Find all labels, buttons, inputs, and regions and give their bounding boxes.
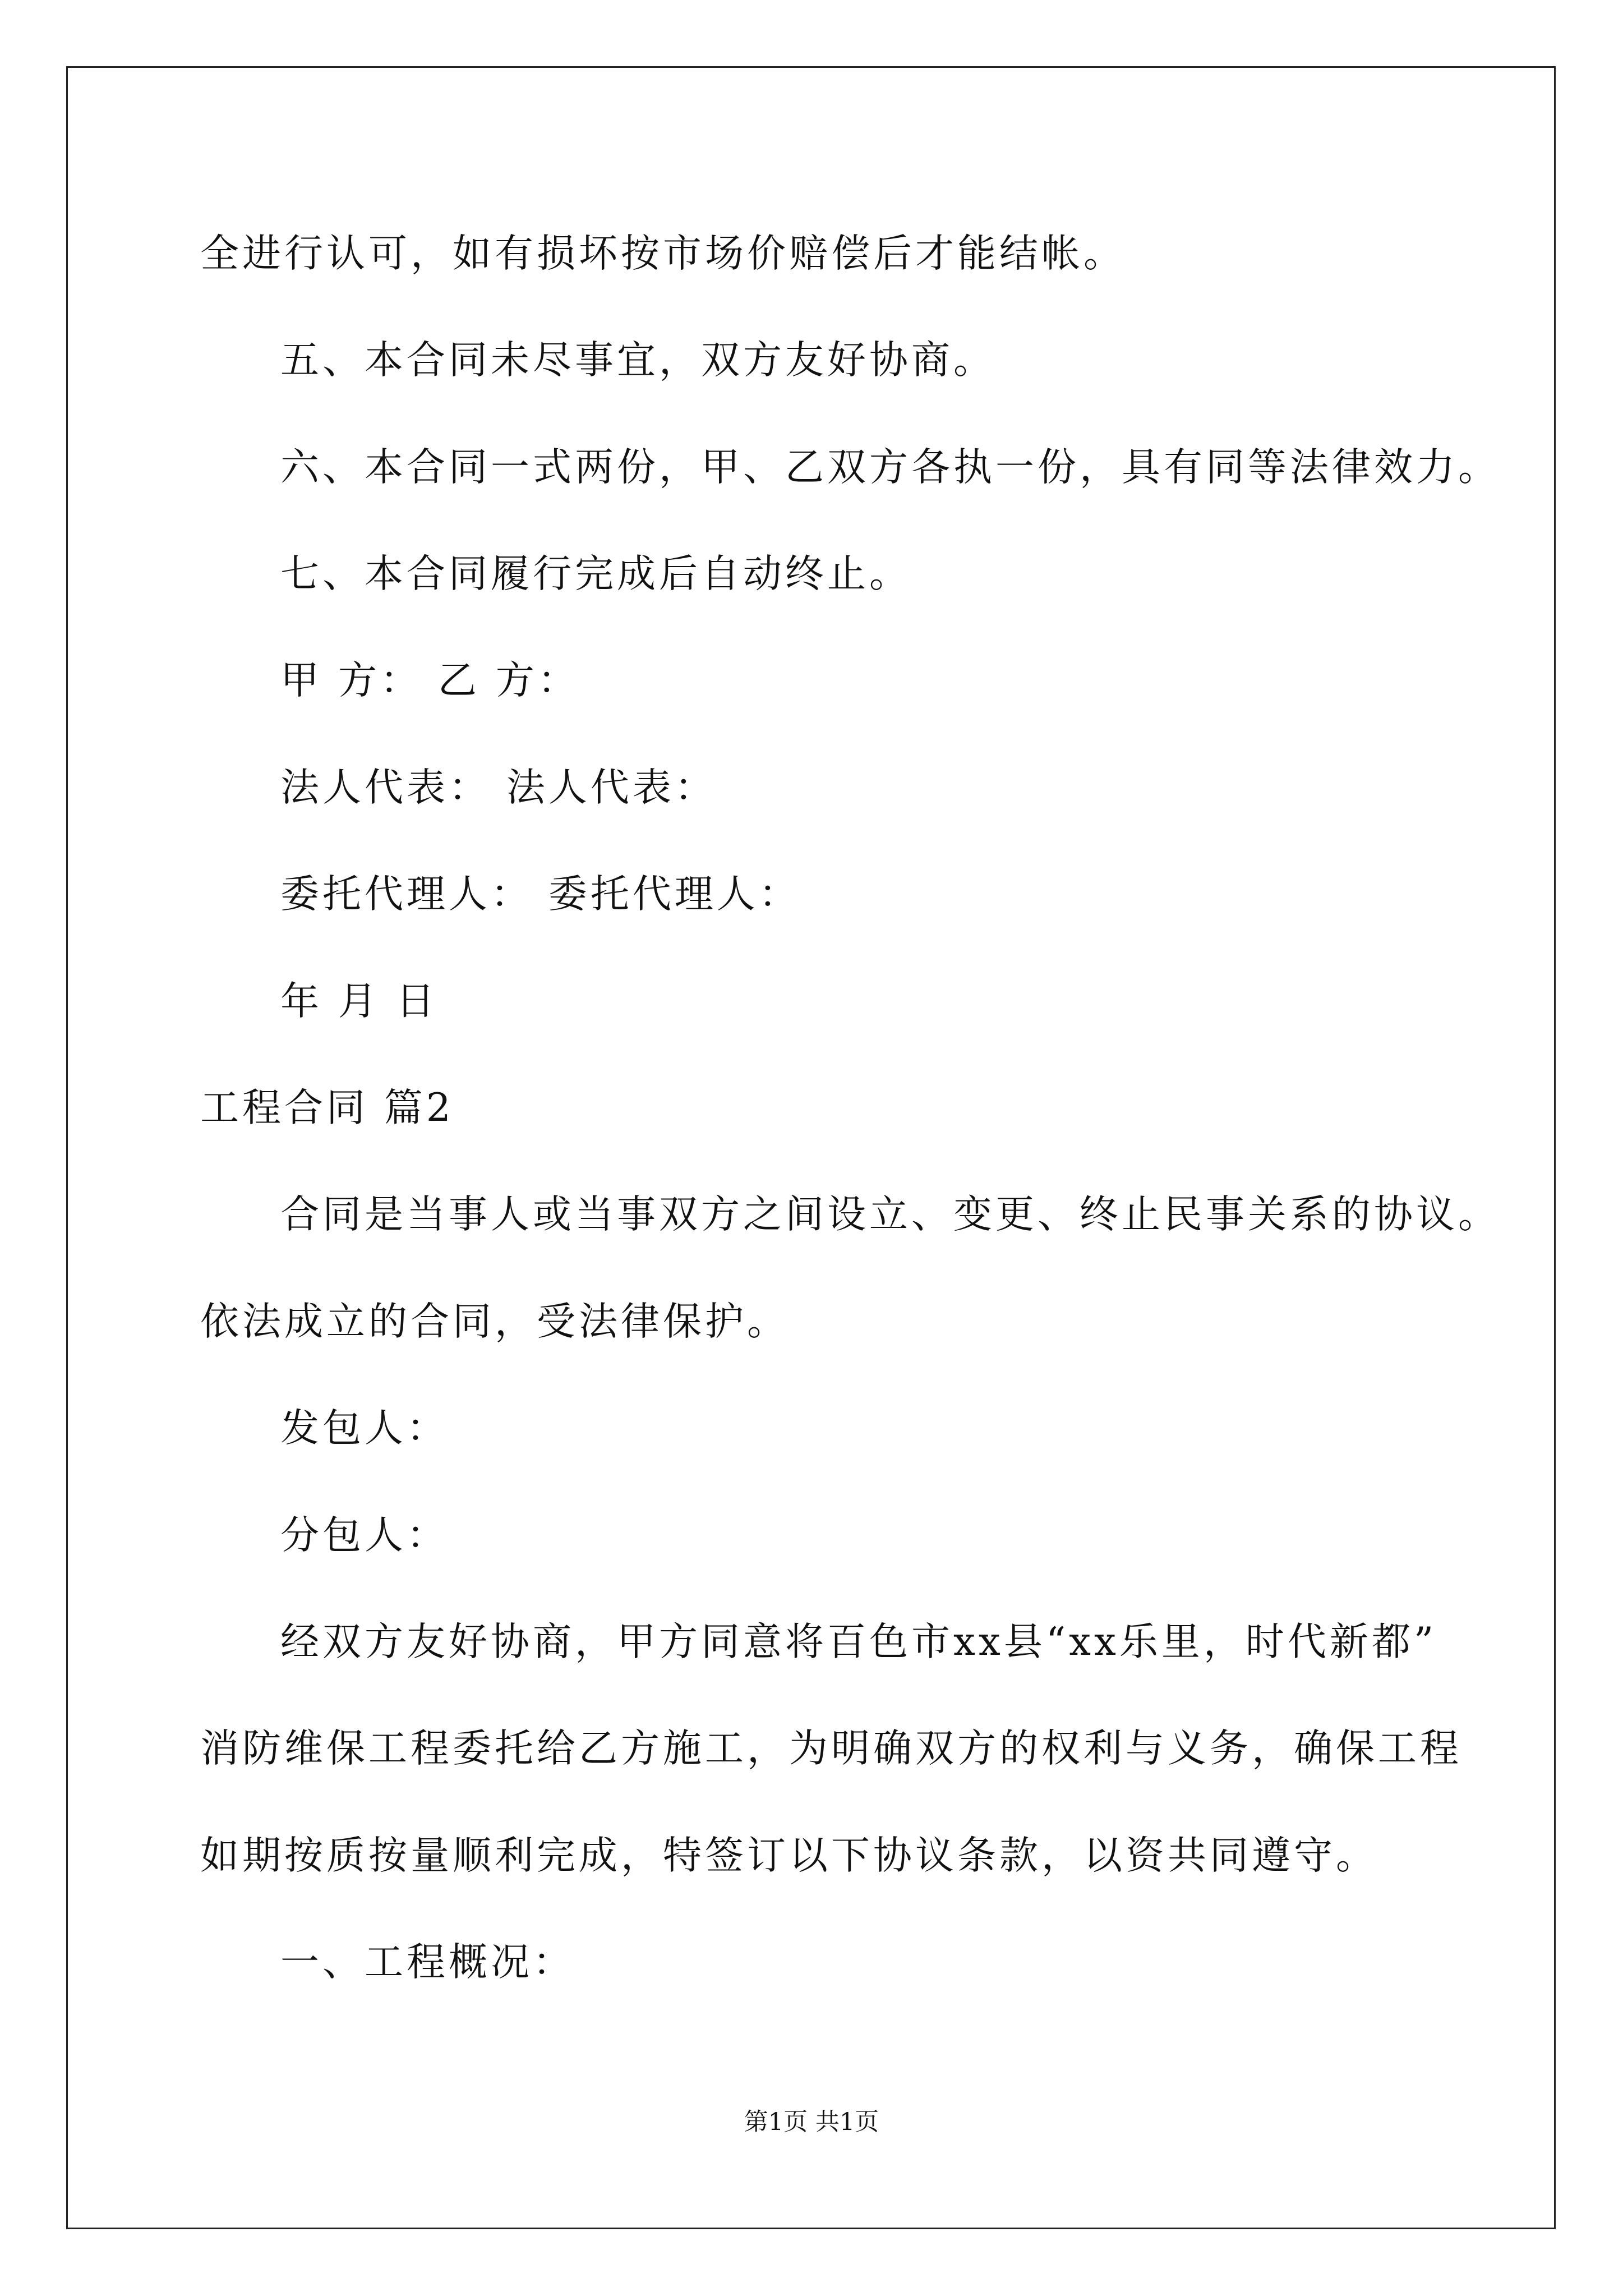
intro-paragraph-line: 合同是当事人或当事双方之间设立、变更、终止民事关系的协议。 bbox=[280, 1192, 1500, 1237]
clause-seven: 七、本合同履行完成后自动终止。 bbox=[280, 551, 911, 596]
party-label-line: 甲 方： 乙 方： bbox=[280, 658, 580, 703]
intro-paragraph-line: 依法成立的合同，受法律保护。 bbox=[200, 1299, 789, 1344]
paragraph-line: 全进行认可，如有损坏按市场价赔偿后才能结帐。 bbox=[200, 231, 1126, 276]
agreement-paragraph-line: 经双方友好协商，甲方同意将百色市xx县“xx乐里，时代新都” bbox=[280, 1619, 1437, 1664]
project-overview-heading: 一、工程概况： bbox=[280, 1940, 575, 1985]
clause-six: 六、本合同一式两份，甲、乙双方各执一份，具有同等法律效力。 bbox=[280, 445, 1500, 490]
agreement-paragraph-line: 消防维保工程委托给乙方施工，为明确双方的权利与义务，确保工程 bbox=[200, 1726, 1462, 1771]
legal-representative-line: 法人代表： 法人代表： bbox=[280, 765, 717, 810]
clause-five: 五、本合同未尽事宜，双方友好协商。 bbox=[280, 338, 995, 383]
agreement-paragraph-line: 如期按质按量顺利完成，特签订以下协议条款，以资共同遵守。 bbox=[200, 1833, 1378, 1878]
entrusted-agent-line: 委托代理人： 委托代理人： bbox=[280, 872, 801, 917]
subcontractor-label: 分包人： bbox=[280, 1513, 449, 1558]
page-footer: 第1页 共1页 bbox=[744, 2108, 879, 2136]
section-heading: 工程合同 篇2 bbox=[200, 1085, 454, 1130]
date-line: 年 月 日 bbox=[280, 979, 438, 1024]
contractor-label: 发包人： bbox=[280, 1406, 449, 1451]
page-border bbox=[66, 66, 1556, 2229]
